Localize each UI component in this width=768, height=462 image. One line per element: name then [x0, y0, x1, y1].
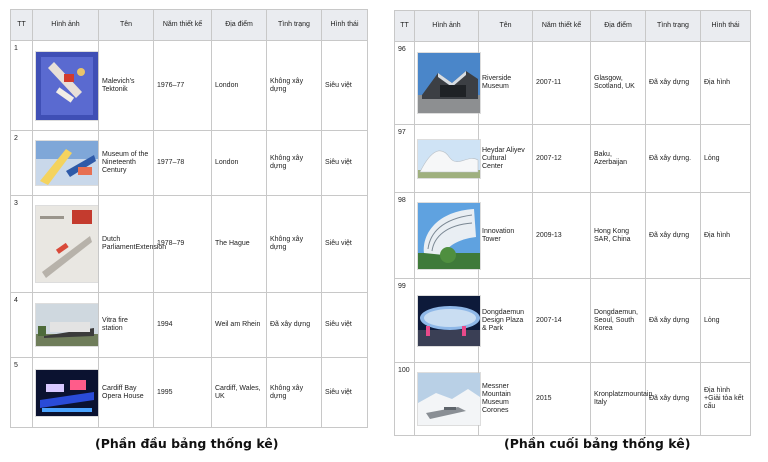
row-form: Siêu việt — [322, 293, 368, 358]
col-header: Tên — [479, 11, 533, 42]
col-header: Hình ảnh — [33, 10, 99, 41]
row-location: Hong Kong SAR, China — [591, 193, 646, 279]
heydar-aliyev-image — [417, 139, 481, 179]
row-name: Dutch ParliamentExtension — [99, 196, 154, 293]
row-name: Vitra fire station — [99, 293, 154, 358]
row-form: Siêu việt — [322, 358, 368, 428]
row-status: Không xây dựng — [267, 41, 322, 131]
row-image-cell — [33, 196, 99, 293]
row-location: London — [212, 131, 267, 196]
table-row — [395, 42, 751, 125]
innovation-tower-image — [417, 202, 481, 270]
row-image-cell — [415, 125, 479, 193]
row-status: Đã xây dựng — [646, 193, 701, 279]
row-name: Museum of the Nineteenth Century — [99, 131, 154, 196]
row-form: Lỏng — [701, 125, 751, 193]
row-number: 1 — [11, 41, 33, 131]
row-form: Lỏng — [701, 279, 751, 363]
ddp-image — [417, 295, 481, 347]
left-table-caption: (Phần đầu bảng thống kê) — [95, 436, 279, 451]
row-year: 2007-12 — [533, 125, 591, 193]
row-number: 2 — [11, 131, 33, 196]
row-form: Siêu việt — [322, 196, 368, 293]
table-row — [11, 41, 368, 131]
row-year: 1976–77 — [154, 41, 212, 131]
row-year: 2009-13 — [533, 193, 591, 279]
row-form: Địa hình — [701, 42, 751, 125]
row-year: 1994 — [154, 293, 212, 358]
col-header: Địa điểm — [591, 11, 646, 42]
row-form: Siêu việt — [322, 131, 368, 196]
parliament-drawing-image — [35, 205, 99, 283]
row-image-cell — [415, 279, 479, 363]
col-header: Hình ảnh — [415, 11, 479, 42]
row-name: Cardiff Bay Opera House — [99, 358, 154, 428]
row-location: Weil am Rhein — [212, 293, 267, 358]
row-number: 5 — [11, 358, 33, 428]
table-header-row — [11, 10, 368, 41]
row-location: Dongdaemun, Seoul, South Korea — [591, 279, 646, 363]
col-header: Năm thiết kế — [154, 10, 212, 41]
row-image-cell — [33, 41, 99, 131]
col-header: Tên — [99, 10, 154, 41]
row-location: Baku, Azerbaijan — [591, 125, 646, 193]
riverside-museum-image — [417, 52, 481, 114]
col-header: Tình trạng — [267, 10, 322, 41]
row-name: Messner Mountain Museum Corones — [479, 363, 533, 436]
table-row — [11, 131, 368, 196]
table-row — [11, 293, 368, 358]
col-header: Địa điểm — [212, 10, 267, 41]
row-number: 97 — [395, 125, 415, 193]
table-row — [395, 125, 751, 193]
table-row — [11, 196, 368, 293]
row-year: 2015 — [533, 363, 591, 436]
right-table-caption: (Phần cuối bảng thống kê) — [504, 436, 691, 451]
row-form: Địa hình — [701, 193, 751, 279]
row-image-cell — [33, 358, 99, 428]
col-header: Tình trạng — [646, 11, 701, 42]
right-statistics-table — [394, 10, 751, 436]
row-status: Không xây dựng — [267, 196, 322, 293]
row-status: Đã xây dựng — [646, 363, 701, 436]
row-image-cell — [33, 131, 99, 196]
col-header: Hình thái — [701, 11, 751, 42]
row-year: 2007-11 — [533, 42, 591, 125]
row-year: 2007-14 — [533, 279, 591, 363]
row-status: Không xây dựng — [267, 131, 322, 196]
row-number: 4 — [11, 293, 33, 358]
row-location: Cardiff, Wales, UK — [212, 358, 267, 428]
museum-painting-image — [35, 140, 99, 186]
col-header: Năm thiết kế — [533, 11, 591, 42]
row-image-cell — [415, 42, 479, 125]
row-number: 98 — [395, 193, 415, 279]
table-row — [395, 193, 751, 279]
col-header: Hình thái — [322, 10, 368, 41]
row-status: Đã xây dựng — [646, 279, 701, 363]
row-form: Địa hình +Giải tỏa kết cấu — [701, 363, 751, 436]
opera-house-image — [35, 369, 99, 417]
row-name: Malevich's Tektonik — [99, 41, 154, 131]
row-year: 1995 — [154, 358, 212, 428]
row-form: Siêu việt — [322, 41, 368, 131]
row-year: 1977–78 — [154, 131, 212, 196]
row-location: London — [212, 41, 267, 131]
fire-station-image — [35, 303, 99, 347]
col-header: TT — [11, 10, 33, 41]
row-image-cell — [33, 293, 99, 358]
row-name: Innovation Tower — [479, 193, 533, 279]
table-row — [11, 358, 368, 428]
row-number: 96 — [395, 42, 415, 125]
left-statistics-table — [10, 9, 368, 428]
row-image-cell — [415, 193, 479, 279]
row-number: 99 — [395, 279, 415, 363]
row-location: Kronplatzmountain, Italy — [591, 363, 646, 436]
row-number: 100 — [395, 363, 415, 436]
row-status: Đã xây dựng. — [646, 125, 701, 193]
row-number: 3 — [11, 196, 33, 293]
row-year: 1978–79 — [154, 196, 212, 293]
row-name: Riverside Museum — [479, 42, 533, 125]
table-row — [395, 279, 751, 363]
row-status: Đã xây dựng — [267, 293, 322, 358]
col-header: TT — [395, 11, 415, 42]
table-header-row — [395, 11, 751, 42]
row-status: Không xây dựng — [267, 358, 322, 428]
row-image-cell — [415, 363, 479, 436]
row-status: Đã xây dựng — [646, 42, 701, 125]
suprematist-painting-image — [35, 51, 99, 121]
row-name: Dongdaemun Design Plaza & Park — [479, 279, 533, 363]
row-location: The Hague — [212, 196, 267, 293]
messner-museum-image — [417, 372, 481, 426]
row-name: Heydar Aliyev Cultural Center — [479, 125, 533, 193]
row-location: Glasgow, Scotland, UK — [591, 42, 646, 125]
table-row — [395, 363, 751, 436]
